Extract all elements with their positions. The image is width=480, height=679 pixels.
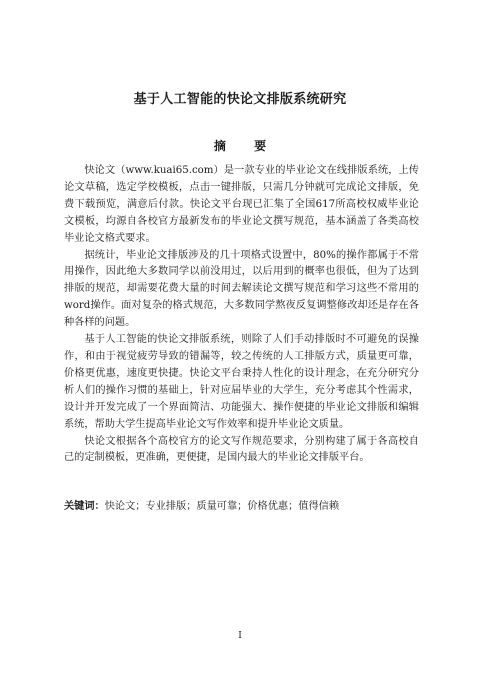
abstract-paragraph: 快论文根据各个高校官方的论文写作规范要求，分别构建了属于各高校自己的定制模板，更准确，更便捷，是国内最大的毕业论文排版平台。 (64, 435, 419, 464)
abstract-body (64, 163, 419, 467)
abstract-heading: 摘 要 (213, 139, 279, 153)
abstract-paragraph: 基于人工智能的快论文排版系统，则除了人们手动排版时不可避免的误操作，和由于视觉疲劳导致的错漏等，较之传统的人工排版方式，质量更可靠，价格更优惠，速度更快捷。快论文平台秉持人性化的设计理念，在充分研究分析人们的操作习惯的基础上，针对应届毕业的大学生，充分考虑其个性需求，设计并开发完成了一个界面简洁、功能强大、操作便捷的毕业论文排版和编辑系统，帮助大学生提高毕业论文写作效率和提升毕业论文质量。 (64, 334, 419, 430)
page-number: I (238, 631, 242, 641)
keywords-list: 快论文；专业排版；质量可靠；价格优惠；值得信赖 (104, 501, 340, 512)
paper-title: 基于人工智能的快论文排版系统研究 (133, 92, 347, 107)
keywords-label: 关键词： (64, 501, 105, 512)
abstract-paragraph: 据统计，毕业论文排版涉及的几十项格式设置中，80%的操作都属于不常用操作，因此绝大多数同学以前没用过，以后用到的概率也很低，但为了达到排版的规范，却需要花费大量的时间去解读论文撰写规范和学习这些不常用的word操作。面对复杂的格式规范，大多数同学熬夜反复调整修改却还是存在各种各样的问题。 (64, 249, 419, 329)
abstract-paragraph: 快论文（www.kuai65.com）是一款专业的毕业论文在线排版系统，上传论文草稿，选定学校模板，点击一键排版，只需几分钟就可完成论文排版，免费下载预览，满意后付款。快论文平台现已汇集了全国617所高校权威毕业论文模板，均源自各校官方最新发布的毕业论文撰写规范，基本涵盖了各类高校毕业论文格式要求。 (64, 165, 419, 244)
keywords-line (64, 499, 419, 515)
